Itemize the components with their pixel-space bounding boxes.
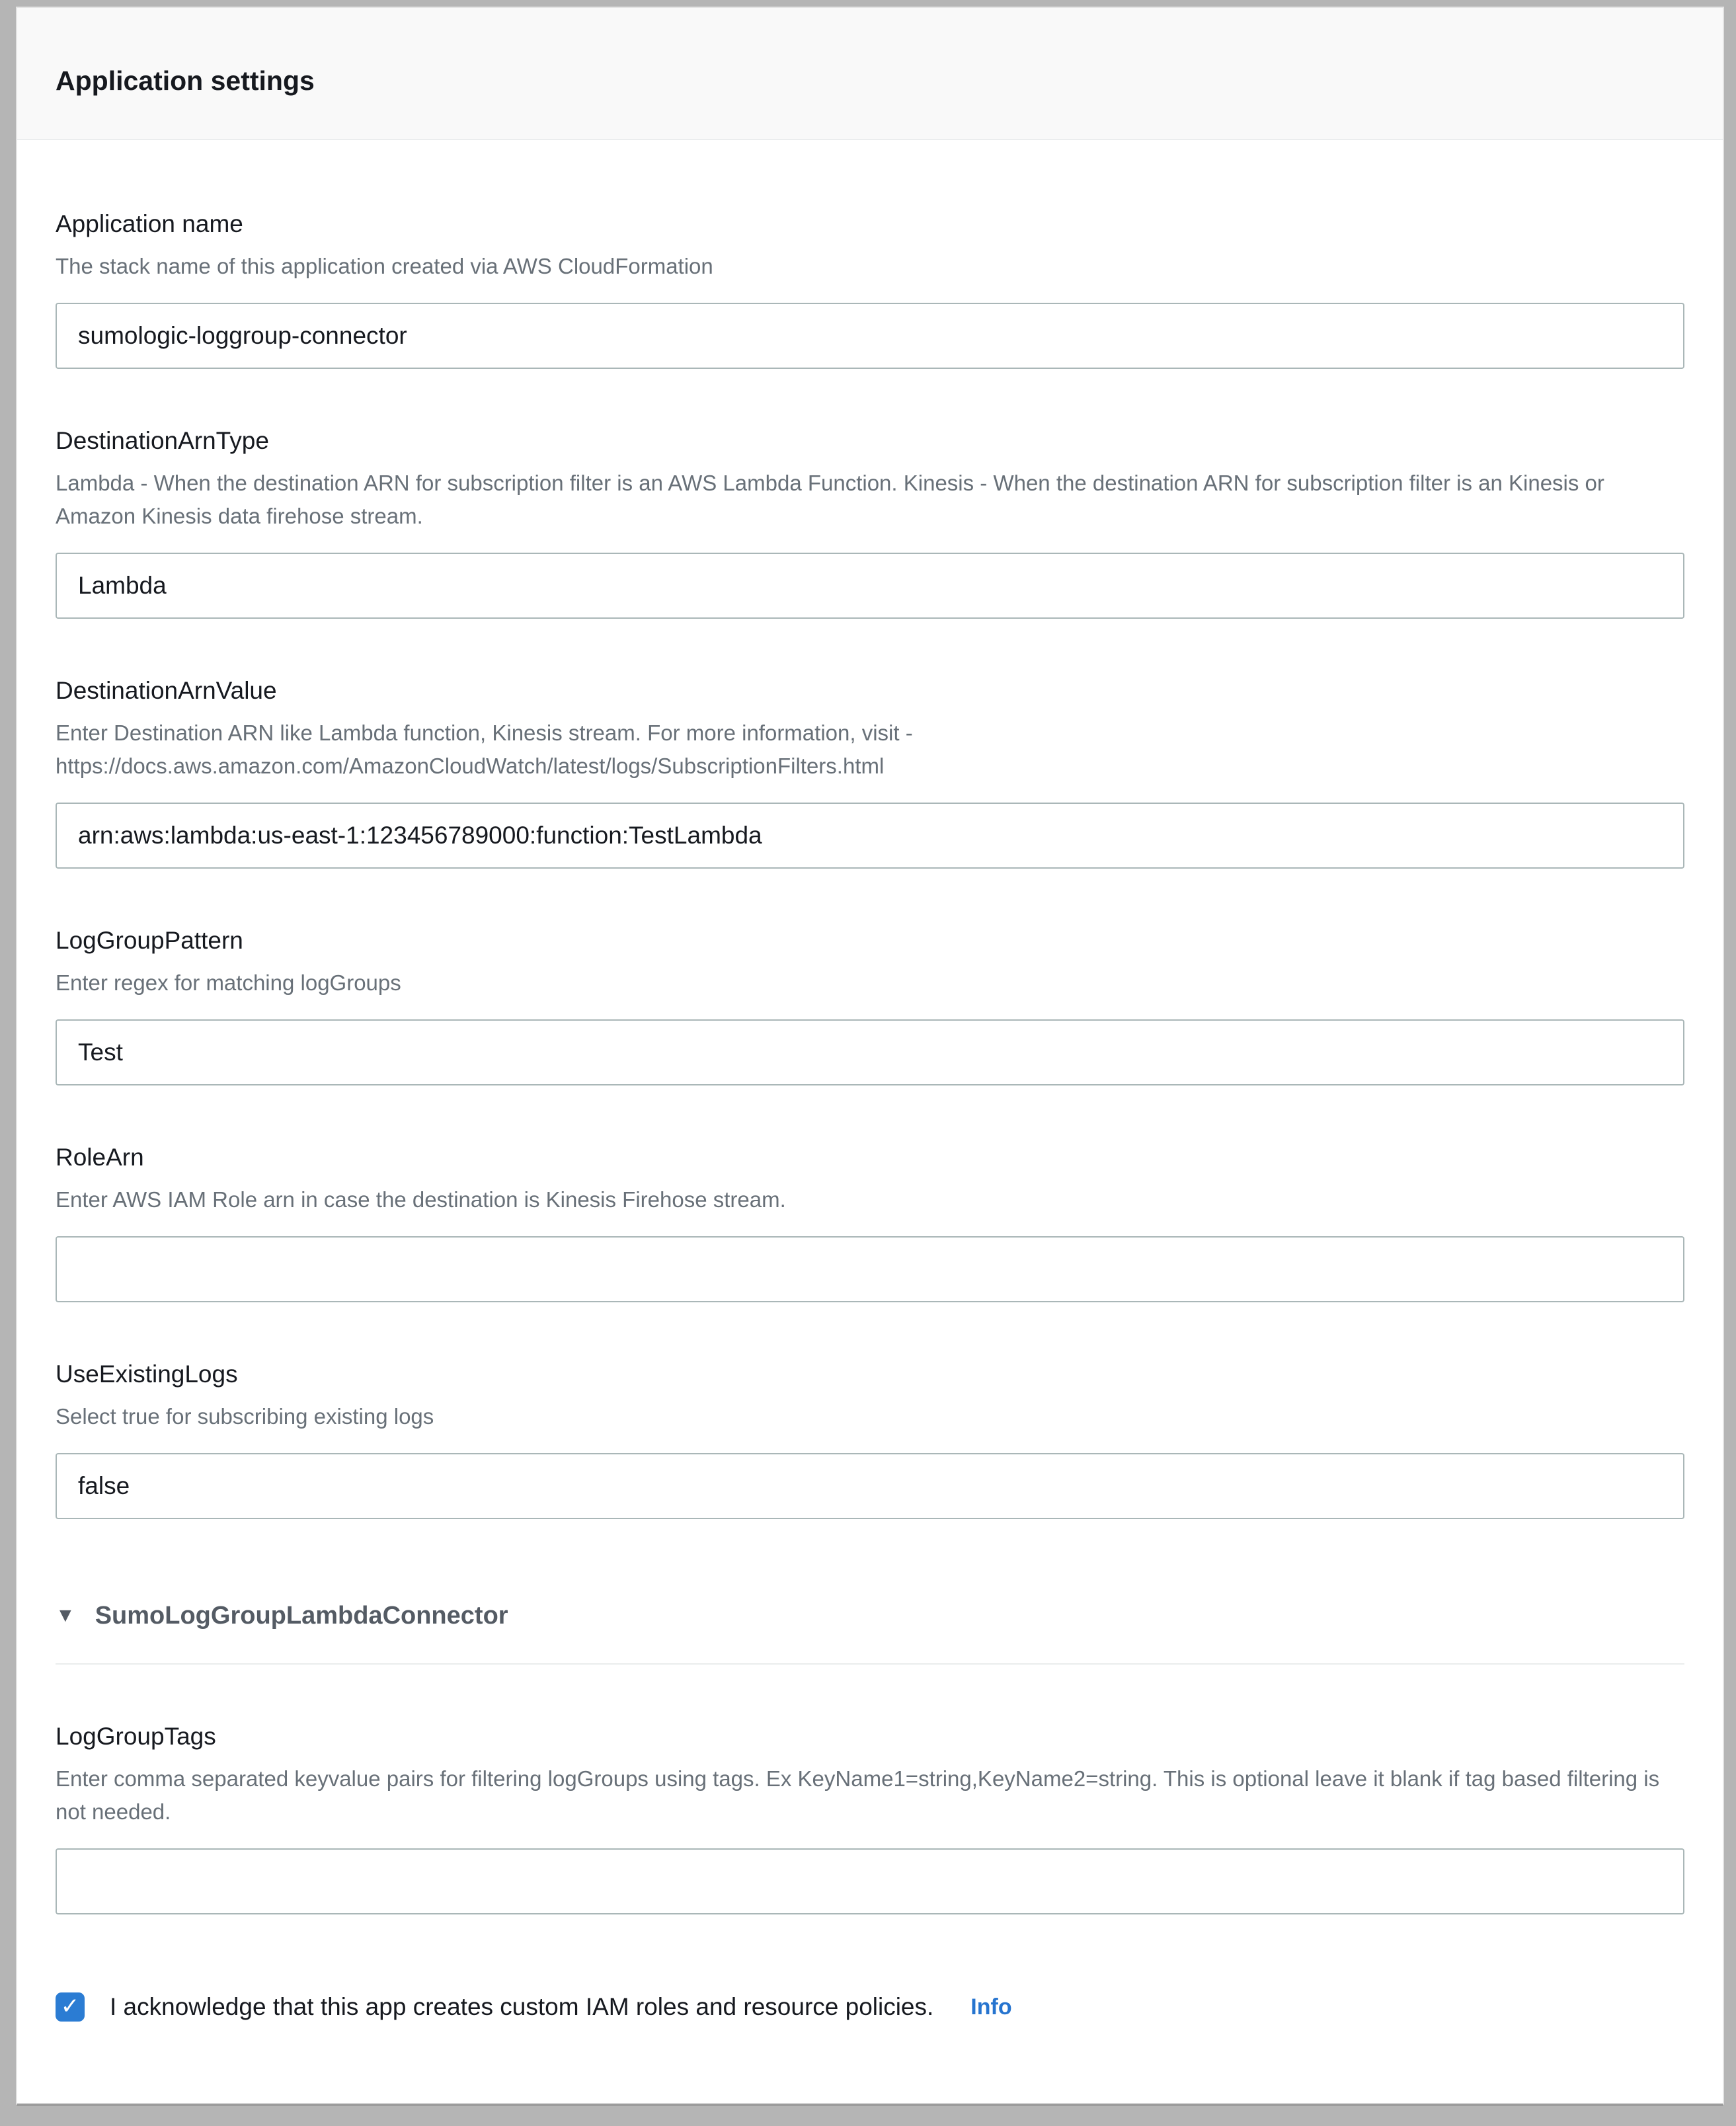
field-label: DestinationArnValue xyxy=(56,677,277,704)
role-arn-input[interactable] xyxy=(56,1236,1684,1302)
use-existing-logs-input[interactable] xyxy=(56,1453,1684,1519)
field-destination-arn-type xyxy=(56,426,1684,619)
field-description: Enter AWS IAM Role arn in case the destination is Kinesis Firehose stream. xyxy=(56,1187,786,1212)
field-description: The stack name of this application created via AWS CloudFormation xyxy=(56,254,713,278)
field-log-group-tags xyxy=(56,1721,1684,1914)
acknowledgement-row xyxy=(56,1992,1684,2022)
field-label: LogGroupPattern xyxy=(56,927,243,954)
field-label: DestinationArnType xyxy=(56,427,269,454)
field-description: Lambda - When the destination ARN for subscription filter is an AWS Lambda Function. Kinesis - When the destination ARN for subscription filter is an Kinesis or Amazon Kinesis data firehose stream. xyxy=(56,471,1604,528)
field-destination-arn-value xyxy=(56,676,1684,869)
destination-arn-type-input[interactable] xyxy=(56,553,1684,619)
card-body xyxy=(17,209,1723,2061)
field-use-existing-logs xyxy=(56,1359,1684,1519)
field-description: Enter regex for matching logGroups xyxy=(56,970,401,995)
field-label: Application name xyxy=(56,210,243,237)
acknowledge-checkbox[interactable] xyxy=(56,1992,85,2022)
acknowledgement-label: I acknowledge that this app creates custom IAM roles and resource policies. xyxy=(110,1993,934,2020)
field-description: Select true for subscribing existing logs xyxy=(56,1404,434,1429)
log-group-tags-input[interactable] xyxy=(56,1848,1684,1914)
log-group-pattern-input[interactable] xyxy=(56,1019,1684,1085)
application-settings-card xyxy=(16,7,1724,2106)
section-expander-sumo-log-group-lambda-connector[interactable] xyxy=(56,1600,1684,1632)
caret-down-icon: ▼ xyxy=(56,1604,75,1626)
field-label: UseExistingLogs xyxy=(56,1360,238,1388)
field-log-group-pattern xyxy=(56,925,1684,1085)
field-label: RoleArn xyxy=(56,1144,144,1171)
info-link[interactable]: Info xyxy=(970,1994,1012,2020)
field-label: LogGroupTags xyxy=(56,1723,216,1750)
application-name-input[interactable] xyxy=(56,303,1684,369)
section-title: SumoLogGroupLambdaConnector xyxy=(95,1602,508,1630)
card-header xyxy=(17,8,1723,140)
field-role-arn xyxy=(56,1142,1684,1302)
field-description: Enter comma separated keyvalue pairs for filtering logGroups using tags. Ex KeyName1=string,KeyName2=string. This is optional leave it blank if tag based filtering is not needed. xyxy=(56,1766,1660,1824)
field-application-name xyxy=(56,209,1684,369)
page-title: Application settings xyxy=(56,65,315,96)
field-description: Enter Destination ARN like Lambda function, Kinesis stream. For more information, visit - https://docs.aws.amazon.com/AmazonCloudWatch/latest/logs/SubscriptionFilters.html xyxy=(56,721,913,778)
check-icon: ✓ xyxy=(60,1994,80,2019)
section-divider xyxy=(56,1663,1684,1665)
destination-arn-value-input[interactable] xyxy=(56,803,1684,869)
